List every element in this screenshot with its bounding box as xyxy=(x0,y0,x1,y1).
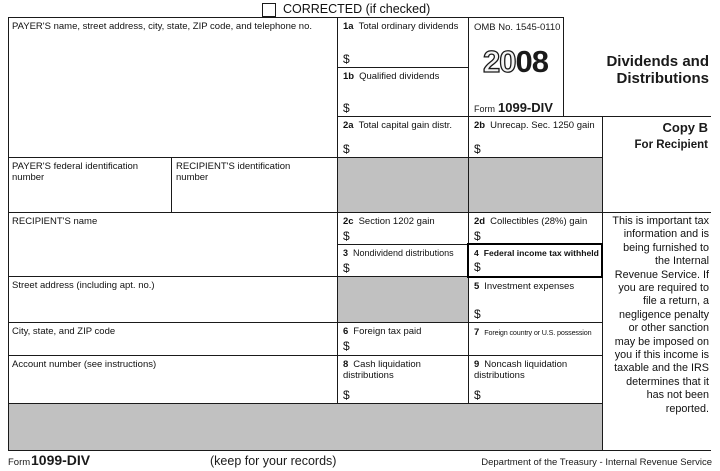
box-7-country-field[interactable] xyxy=(470,338,600,353)
form-line xyxy=(8,450,711,451)
box-3-amount-field[interactable]: $ xyxy=(343,261,350,275)
city-state-zip-field[interactable] xyxy=(9,338,336,354)
box-3-label: 3 Nondividend distributions xyxy=(343,248,454,258)
form-line xyxy=(8,157,603,158)
corrected-label: CORRECTED (if checked) xyxy=(283,2,431,16)
form-line xyxy=(8,212,711,213)
box-2a-amount-field[interactable]: $ xyxy=(343,142,350,156)
payer-name-field[interactable] xyxy=(9,40,336,156)
account-number-label: Account number (see instructions) xyxy=(12,359,157,370)
shaded-area xyxy=(338,277,468,322)
box-1a-amount-field[interactable]: $ xyxy=(343,52,350,66)
corrected-checkbox[interactable] xyxy=(262,3,276,17)
form-word: Form xyxy=(474,104,495,114)
box-2a-label: 2a Total capital gain distr. xyxy=(343,120,453,131)
box-8-label: 8 Cash liquidation distributions xyxy=(343,359,421,381)
form-line xyxy=(337,17,338,404)
recipient-id-field[interactable] xyxy=(173,183,335,211)
street-address-label: Street address (including apt. no.) xyxy=(12,280,155,291)
footer-form-number: 1099-DIV xyxy=(31,452,91,468)
payer-name-label: PAYER'S name, street address, city, state, ZIP code, and telephone no. xyxy=(12,21,312,32)
omb-number: OMB No. 1545-0110 xyxy=(474,22,561,33)
recipient-notice-text: This is important tax information and is being furnished to the Internal Revenue Service. If you are required to file a return, a negligence penalty or other sanction may be imposed on you if this income is taxable and the IRS determines that it has not been reported. xyxy=(612,215,709,415)
footer-form-word: Form xyxy=(8,457,31,468)
form-line xyxy=(602,116,603,451)
box-1b-label: 1b Qualified dividends xyxy=(343,71,440,82)
box-8-amount-field[interactable]: $ xyxy=(343,388,350,402)
box-5-label: 5 Investment expenses xyxy=(474,281,575,292)
payer-fed-id-field[interactable] xyxy=(9,183,169,211)
form-line xyxy=(8,403,603,404)
form-title xyxy=(563,53,709,87)
form-number-box xyxy=(474,100,553,115)
form-number: 1099-DIV xyxy=(498,100,553,115)
box-2c-amount-field[interactable]: $ xyxy=(343,229,350,243)
form-line xyxy=(8,322,603,323)
tax-year-outline: 20 xyxy=(483,44,516,79)
form-title-line1: Dividends and xyxy=(606,53,709,70)
footer-department: Department of the Treasury - Internal Revenue Service xyxy=(481,457,712,468)
form-line xyxy=(337,67,469,68)
footer-keep-note: (keep for your records) xyxy=(210,454,337,468)
box-1a-label: 1a Total ordinary dividends xyxy=(343,21,459,32)
shaded-area xyxy=(338,158,602,212)
form-line xyxy=(8,355,603,356)
box-4-amount-field[interactable]: $ xyxy=(474,260,481,274)
for-recipient-label: For Recipient xyxy=(634,139,708,151)
recipient-name-field[interactable] xyxy=(9,229,336,275)
box-4-label: 4 Federal income tax withheld xyxy=(474,248,599,258)
box-2d-amount-field[interactable]: $ xyxy=(474,229,481,243)
shaded-area xyxy=(9,404,602,450)
city-state-zip-label: City, state, and ZIP code xyxy=(12,326,116,337)
form-line xyxy=(8,17,564,18)
box-2b-label: 2b Unrecap. Sec. 1250 gain xyxy=(474,120,595,131)
box-2b-amount-field[interactable]: $ xyxy=(474,142,481,156)
box-7-label: 7 Foreign country or U.S. possession xyxy=(474,327,592,338)
box-2c-label: 2c Section 1202 gain xyxy=(343,216,435,227)
copy-b-label: Copy B xyxy=(662,120,708,135)
payer-fed-id-label: PAYER'S federal identification number xyxy=(12,161,139,183)
tax-year-bold: 08 xyxy=(515,44,548,79)
tax-year xyxy=(468,44,563,80)
account-number-field[interactable] xyxy=(9,372,336,402)
box-2d-label: 2d Collectibles (28%) gain xyxy=(474,216,588,227)
box-6-label: 6 Foreign tax paid xyxy=(343,326,422,337)
box-5-amount-field[interactable]: $ xyxy=(474,307,481,321)
street-address-field[interactable] xyxy=(9,293,336,321)
box-6-amount-field[interactable]: $ xyxy=(343,339,350,353)
form-title-line2: Distributions xyxy=(616,70,709,87)
box-1b-amount-field[interactable]: $ xyxy=(343,101,350,115)
box-9-label: 9 Noncash liquidation distributions xyxy=(474,359,568,381)
recipient-name-label: RECIPIENT'S name xyxy=(12,216,98,227)
form-line xyxy=(337,116,711,117)
box-9-amount-field[interactable]: $ xyxy=(474,388,481,402)
recipient-id-label: RECIPIENT'S identification number xyxy=(176,161,291,183)
